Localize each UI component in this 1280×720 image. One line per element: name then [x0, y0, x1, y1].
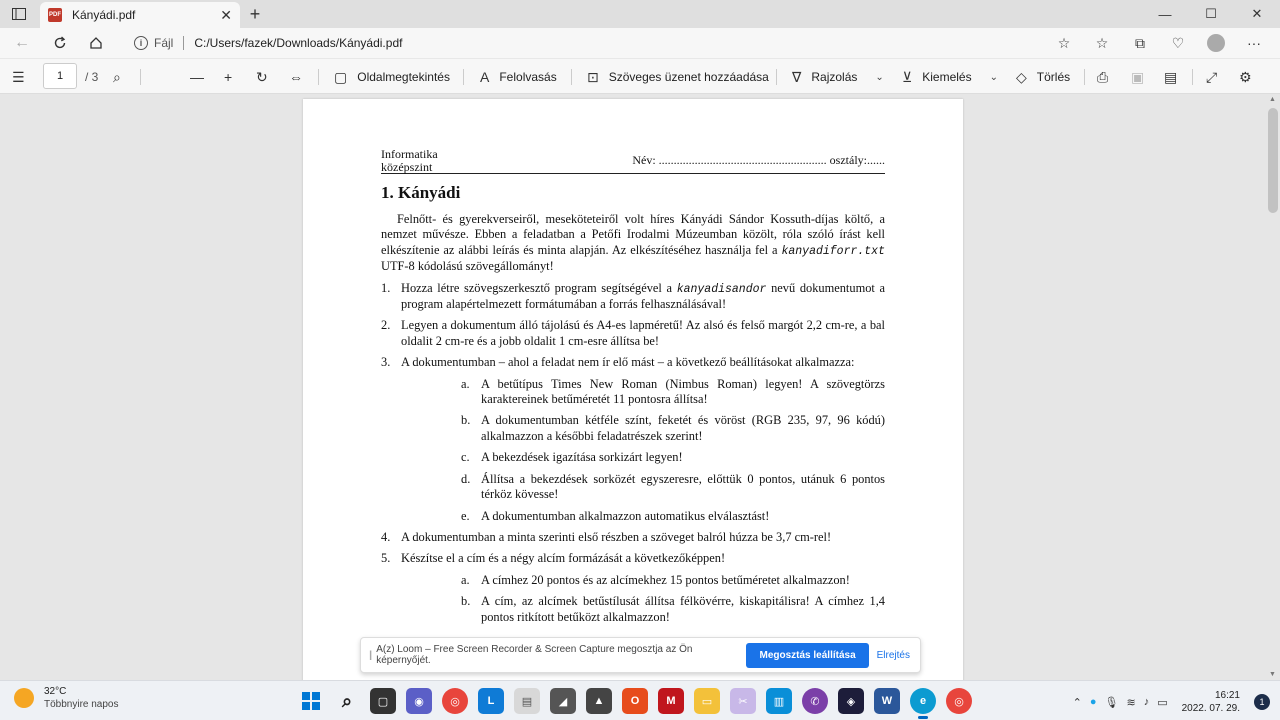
chat-app[interactable]: [406, 688, 432, 714]
address-bar: [0, 28, 1280, 58]
list-item: 5. Készítse el a cím és a négy alcím formázását a következőképpen!: [381, 551, 726, 566]
list-item: 4. A dokumentumban a minta szerinti első részben a szöveget balról húzza be 3,7 cm-rel!: [381, 529, 832, 544]
highlight-button[interactable]: [902, 67, 998, 87]
screen-share-bar: [360, 637, 921, 673]
home-button[interactable]: [84, 32, 108, 54]
save-button[interactable]: [1131, 67, 1154, 87]
inkscape-app[interactable]: [586, 688, 612, 714]
office-app[interactable]: [622, 688, 648, 714]
mcafee-app[interactable]: [658, 688, 684, 714]
list-item: 3. A dokumentumban – ahol a feladat nem ír elő mást – a következő beállításokat alkalmazza:: [381, 355, 855, 370]
add-text-button[interactable]: [587, 67, 769, 87]
cat-icon: ◢: [558, 695, 568, 708]
read-aloud-button[interactable]: [480, 67, 557, 87]
notepad-icon: ▥: [773, 695, 785, 708]
doc-header: [381, 148, 885, 174]
sub-list-item: e. A dokumentumban alkalmazzon automatikus elválasztást!: [461, 508, 770, 523]
share-message: A(z) Loom – Free Screen Recorder & Screen Capture megosztja az Ön képernyőjét.: [376, 644, 693, 666]
chrome-profile-app[interactable]: [946, 688, 972, 714]
page-number-input[interactable]: 1: [43, 63, 77, 89]
chrome-icon: ◎: [450, 695, 460, 708]
list-icon: ☰: [12, 68, 25, 85]
vertical-scrollbar[interactable]: [1266, 94, 1280, 680]
notepad-app[interactable]: [766, 688, 792, 714]
doc-header-left: [381, 148, 438, 174]
inkscape-icon: ▲: [593, 695, 605, 707]
back-button[interactable]: ←: [14, 34, 30, 51]
url-scheme: Fájl: [154, 36, 174, 50]
divider: [571, 69, 572, 85]
fullscreen-button[interactable]: [1206, 67, 1227, 87]
time: 16:21: [1214, 690, 1240, 701]
cat-app[interactable]: [550, 688, 576, 714]
save-icon: ▣: [1131, 68, 1145, 85]
app-tray-icon[interactable]: ●: [1089, 696, 1097, 708]
pdf-file-icon: PDF: [48, 8, 62, 22]
windows-icon: [302, 692, 320, 710]
office-icon: O: [630, 695, 640, 707]
chevron-down-icon[interactable]: ⌄: [875, 71, 884, 83]
search-button[interactable]: [334, 688, 360, 714]
search-icon: ⌕: [113, 68, 121, 85]
l-app-icon: L: [487, 695, 495, 707]
page-total: / 3: [85, 70, 99, 84]
draw-button[interactable]: [792, 67, 884, 87]
divider: [1084, 69, 1085, 85]
refresh-icon: [53, 36, 67, 50]
microphone-icon[interactable]: 🎙: [1104, 696, 1119, 709]
print-button[interactable]: [1097, 67, 1118, 87]
tab-active[interactable]: [40, 2, 240, 28]
scissors-icon: ✂: [738, 695, 748, 708]
file-icon: ▤: [521, 695, 533, 708]
draw-icon: ∇: [792, 68, 802, 85]
date: 2022. 07. 29.: [1181, 703, 1240, 714]
media-app[interactable]: [838, 688, 864, 714]
add-text-label: Szöveges üzenet hozzáadása: [608, 70, 769, 84]
draw-label: Rajzolás: [811, 70, 858, 84]
fit-page-icon: ⇔: [289, 69, 303, 85]
read-aloud-label: Felolvasás: [499, 70, 557, 84]
edge-icon: e: [919, 695, 927, 707]
page-view-label: Oldalmegtekintés: [357, 70, 450, 84]
text-box-icon: ⊡: [587, 68, 599, 85]
info-icon[interactable]: i: [134, 36, 148, 50]
notification-badge[interactable]: 1: [1254, 694, 1270, 710]
divider: [776, 69, 777, 85]
chrome-app[interactable]: [442, 688, 468, 714]
weather-widget[interactable]: [14, 686, 119, 710]
refresh-button[interactable]: [48, 32, 72, 54]
sun-icon: [14, 688, 34, 708]
shield-icon: M: [666, 695, 676, 707]
fit-page-button[interactable]: [289, 67, 313, 87]
url-separator: [183, 36, 184, 50]
minimize-button[interactable]: —: [1158, 6, 1172, 22]
viber-app[interactable]: [802, 688, 828, 714]
wifi-icon[interactable]: ≋: [1126, 696, 1136, 709]
list-item: 2. Legyen a dokumentum álló tájolású és A4-es lapméretű! Az alsó és felső margót 2,2 cm-re, a bal oldalit 2 cm-re és a jobb oldalit 1 cm-esre állítsa be!: [381, 318, 885, 348]
plus-icon: +: [224, 69, 233, 85]
divider: [140, 69, 141, 85]
task-view-icon: ▢: [377, 695, 389, 708]
clock[interactable]: [1182, 689, 1240, 715]
url-text: C:/Users/fazek/Downloads/Kányádi.pdf: [194, 36, 403, 50]
chrome-icon: ◎: [954, 695, 964, 708]
rotate-button[interactable]: [256, 67, 278, 87]
edge-app[interactable]: [910, 688, 936, 714]
zoom-out-button[interactable]: [190, 67, 214, 87]
pdf-page: [303, 99, 963, 680]
erase-button[interactable]: [1016, 67, 1070, 87]
highlight-label: Kiemelés: [922, 70, 972, 84]
maximize-button[interactable]: ☐: [1205, 6, 1217, 21]
add-favorite-button[interactable]: ☆: [1057, 34, 1071, 51]
scroll-up-icon[interactable]: ▲: [1269, 96, 1276, 103]
search-icon: ⌕: [341, 690, 353, 711]
taskbar-apps: [298, 688, 972, 714]
home-icon: [89, 36, 103, 50]
file-explorer-app[interactable]: [694, 688, 720, 714]
sub-list-item: a. A címhez 20 pontos és az alcímekhez 15 pontos betűméretet alkalmazzon!: [461, 572, 850, 587]
close-window-button[interactable]: ✕: [1251, 6, 1263, 21]
chevron-up-icon[interactable]: ⌃: [1072, 696, 1082, 709]
highlight-icon: ⊻: [902, 68, 913, 85]
settings-more-button[interactable]: ···: [1247, 35, 1261, 51]
sub-list-item: a. A betűtípus Times New Roman (Nimbus Roman) legyen! A szövegtörzs karaktereinek betűméretét 11 pontosra állítsa!: [461, 376, 885, 407]
eraser-icon: ◇: [1016, 68, 1027, 85]
contents-button[interactable]: [12, 67, 35, 87]
save-as-icon: ▤: [1164, 68, 1178, 85]
snip-app[interactable]: [730, 688, 756, 714]
expand-icon: ⤢: [1206, 68, 1218, 85]
doc-header-name-line: Név: ........................................................ osztály:......: [632, 153, 885, 167]
print-icon: ⎙: [1097, 68, 1109, 85]
browser-essentials-button[interactable]: ♡: [1171, 34, 1185, 51]
page-view-button[interactable]: [334, 67, 450, 87]
profile-avatar[interactable]: [1207, 34, 1225, 52]
l-app[interactable]: [478, 688, 504, 714]
sub-list-item: d. Állítsa a bekezdések sorközét egyszeresre, előttük 0 pontos, utánuk 6 pontos térköz kövesse!: [461, 471, 885, 502]
page-view-icon: ▢: [334, 68, 348, 85]
new-tab-button[interactable]: +: [249, 3, 261, 24]
divider: [1192, 69, 1193, 85]
file-app[interactable]: [514, 688, 540, 714]
url-field[interactable]: [122, 31, 1082, 55]
scrollbar-thumb[interactable]: [1268, 108, 1278, 213]
rotate-icon: ↻: [256, 68, 268, 85]
word-app[interactable]: [874, 688, 900, 714]
pdf-settings-button[interactable]: [1239, 67, 1262, 87]
search-button[interactable]: [113, 67, 131, 87]
collections-button[interactable]: ⧉: [1135, 34, 1145, 51]
chevron-down-icon[interactable]: ⌄: [989, 71, 998, 83]
sub-list-item: b. A dokumentumban kétféle színt, feketét és vöröst (RGB 235, 97, 96 kódú) alkalmazzon a későbbi feladatrészek szerint!: [461, 413, 885, 443]
taskbar: [0, 680, 1280, 720]
tab-title: Kányádi.pdf: [72, 8, 136, 22]
pdf-viewer[interactable]: [0, 94, 1280, 680]
tab-actions-icon: [12, 8, 26, 20]
list-item: 1. Hozza létre szövegszerkesztő program segítségével a kanyadisandor nevű dokumentumot a program alapértelmezett formátumában a forrás felhasználásával!: [381, 280, 886, 312]
stop-sharing-button[interactable]: Megosztás leállítása: [746, 643, 868, 668]
gear-icon: ⚙: [1239, 68, 1252, 85]
temperature: 32°C: [44, 686, 67, 697]
weather-description: Többnyire napos: [44, 699, 119, 710]
scroll-down-icon[interactable]: ▼: [1269, 671, 1276, 678]
erase-label: Törlés: [1036, 70, 1071, 84]
divider: [463, 69, 464, 85]
battery-icon[interactable]: ▭: [1157, 696, 1168, 709]
folder-icon: ▭: [701, 695, 713, 708]
media-icon: ◈: [846, 695, 856, 708]
tab-strip: [0, 0, 1280, 28]
word-icon: W: [881, 695, 893, 707]
doc-header-level: középszint: [381, 160, 433, 174]
sub-list-item: c. A bekezdések igazítása sorkizárt legyen!: [461, 450, 683, 465]
doc-title: 1. Kányádi: [381, 183, 461, 202]
minus-icon: —: [190, 69, 204, 85]
intro-paragraph: Felnőtt- és gyerekverseiről, meseköteteiről volt híres Kányádi Sándor Kossuth-díjas költő, a nemzet művésze. Ebben a feladatban a Petőfi Irodalmi Múzeumban közölt, róla szóló írást kell elkészítenie az alábbi leírás és minta alapján. Az elkészítéséhez használja fel a kanyadiforr.txt UTF-8 kódolású szövegállományt!: [381, 212, 885, 274]
system-tray: [1073, 689, 1270, 715]
sub-list-item: b. A cím, az alcímek betűstílusát állítsa félkövérre, kiskapitálisra! A címhez 1,4 pontos ritkított betűközt alkalmazzon!: [461, 594, 885, 624]
browser-actions: [1048, 32, 1270, 54]
doc-body: [381, 212, 885, 631]
save-as-button[interactable]: [1164, 67, 1187, 87]
tab-close-icon[interactable]: ✕: [220, 6, 232, 23]
zoom-in-button[interactable]: [224, 67, 242, 87]
volume-icon[interactable]: ♪: [1143, 696, 1150, 708]
read-aloud-icon: A: [480, 69, 490, 85]
task-view-button[interactable]: [370, 688, 396, 714]
start-button[interactable]: [298, 688, 324, 714]
drag-handle-icon[interactable]: ||: [369, 649, 371, 661]
doc-header-subject: Informatika: [381, 147, 438, 161]
divider: [318, 69, 319, 85]
window-controls: [1142, 0, 1280, 28]
pdf-toolbar: [0, 58, 1280, 94]
phone-icon: ✆: [810, 695, 820, 708]
hide-button[interactable]: Elrejtés: [876, 649, 910, 661]
tab-actions-button[interactable]: [8, 3, 30, 25]
favorites-button[interactable]: ☆: [1095, 34, 1109, 51]
chat-icon: ◉: [414, 695, 424, 708]
